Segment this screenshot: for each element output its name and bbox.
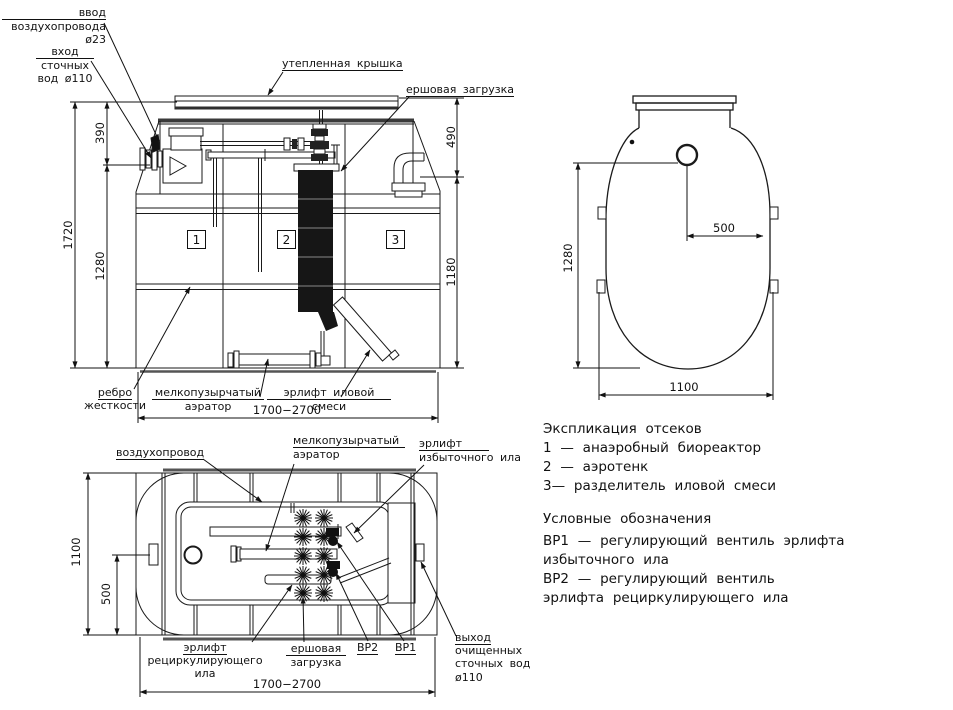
air-duct-label: воздухопровод xyxy=(116,446,205,459)
left-tab xyxy=(149,544,158,565)
sewage-inlet-line2: сточных xyxy=(40,59,90,73)
legend-item-2: 2 — аэротенк xyxy=(543,459,649,475)
front-dim-490: 490 xyxy=(444,126,458,148)
brush-load-label-front: ершовая загрузка xyxy=(406,83,514,96)
vr2-label: ВР2 xyxy=(357,641,379,654)
brush-load-label-plan xyxy=(286,642,346,669)
front-dim-length: 1700−2700 xyxy=(252,403,322,417)
vr1-label: ВР1 xyxy=(395,641,417,654)
top-dim-1280: 1280 xyxy=(561,243,575,273)
front-dim-390: 390 xyxy=(93,122,107,144)
aerator-label-plan xyxy=(293,434,405,461)
compartment-1-box: 1 xyxy=(187,230,206,249)
sewage-inlet-line3: вод ø110 xyxy=(37,72,93,86)
legend-item-3: 3— разделитель иловой смеси xyxy=(543,478,777,494)
outlet-line3: сточных вод xyxy=(455,657,531,671)
aerator-label-front xyxy=(152,386,264,413)
top-dim-500: 500 xyxy=(713,221,735,235)
legend-vr2-line1: ВР2 — регулирующий вентиль xyxy=(543,571,775,587)
outlet-elbow xyxy=(392,153,425,197)
aerator-front-line1: мелкопузырчатый xyxy=(152,386,264,400)
recirc-line3: ила xyxy=(194,667,216,681)
manhole-circle xyxy=(677,145,697,165)
sludge-airlift-pipe xyxy=(334,297,400,361)
excess-airlift-label xyxy=(419,437,535,464)
top-dim-1100: 1100 xyxy=(669,380,699,394)
neck-flange xyxy=(633,96,736,103)
aerator-tube xyxy=(228,351,330,368)
excess-line2: избыточного ила xyxy=(419,451,521,465)
front-dimensions xyxy=(70,98,464,423)
legend-item-1: 1 — анаэробный биореактор xyxy=(543,440,762,456)
compartment-2-box: 2 xyxy=(277,230,296,249)
brush-plan-line2: загрузка xyxy=(290,656,342,670)
air-inlet-label xyxy=(2,6,106,47)
rib-line1: ребро xyxy=(97,386,133,399)
legend-vr2-line2: эрлифта рециркулирующего ила xyxy=(543,590,789,606)
air-inlet-fitting xyxy=(151,135,160,152)
rib-line2: жесткости xyxy=(83,399,147,413)
legend-vr1-line2: избыточного ила xyxy=(543,552,669,568)
front-dim-1720: 1720 xyxy=(61,220,75,250)
legend-title-compartments: Экспликация отсеков xyxy=(543,421,702,437)
air-inlet-line1: ввод xyxy=(2,6,106,20)
plan-dim-500: 500 xyxy=(99,583,113,605)
front-dim-1280: 1280 xyxy=(93,251,107,281)
aerator-plan-line2: аэратор xyxy=(293,448,340,462)
sewage-inlet-label xyxy=(36,45,94,86)
air-inlet-line3: ø23 xyxy=(85,33,106,47)
brush-plan-line1: ершовая xyxy=(286,642,346,656)
recirc-line1: эрлифт xyxy=(183,641,227,654)
outlet-line2: очищенных xyxy=(455,644,523,658)
plan-dim-length: 1700−2700 xyxy=(252,677,322,691)
plan-view xyxy=(136,470,437,639)
recirc-line2: рециркулирующего xyxy=(147,654,263,668)
sewage-inlet-line1: вход xyxy=(36,45,94,59)
legend-title-symbols: Условные обозначения xyxy=(543,511,712,527)
aerator-plan-line1: мелкопузырчатый xyxy=(293,434,405,448)
airlift-front-line1: эрлифт иловой xyxy=(267,386,391,400)
brush-media-band xyxy=(294,164,339,356)
recirculating-airlift-label xyxy=(146,641,264,681)
front-dim-1180: 1180 xyxy=(444,257,458,287)
insulated-cover xyxy=(175,96,398,109)
aerator-front-line2: аэратор xyxy=(184,400,232,414)
legend-vr1-line1: ВР1 — регулирующий вентиль эрлифта xyxy=(543,533,845,549)
compartment-3-box: 3 xyxy=(386,230,405,249)
small-vent-dot xyxy=(630,140,635,145)
right-tab xyxy=(416,544,424,561)
front-leaders xyxy=(91,23,409,397)
outlet-line4: ø110 xyxy=(455,670,483,684)
outlet-line1: выход xyxy=(455,631,492,644)
insulated-cover-label: утепленная крышка xyxy=(282,57,403,70)
outlet-label xyxy=(455,631,545,684)
air-inlet-line2: воздухопровода xyxy=(11,20,106,34)
excess-line1: эрлифт xyxy=(419,437,489,451)
plan-dim-1100: 1100 xyxy=(69,537,83,567)
airlift-front-line2: смеси xyxy=(311,400,347,414)
